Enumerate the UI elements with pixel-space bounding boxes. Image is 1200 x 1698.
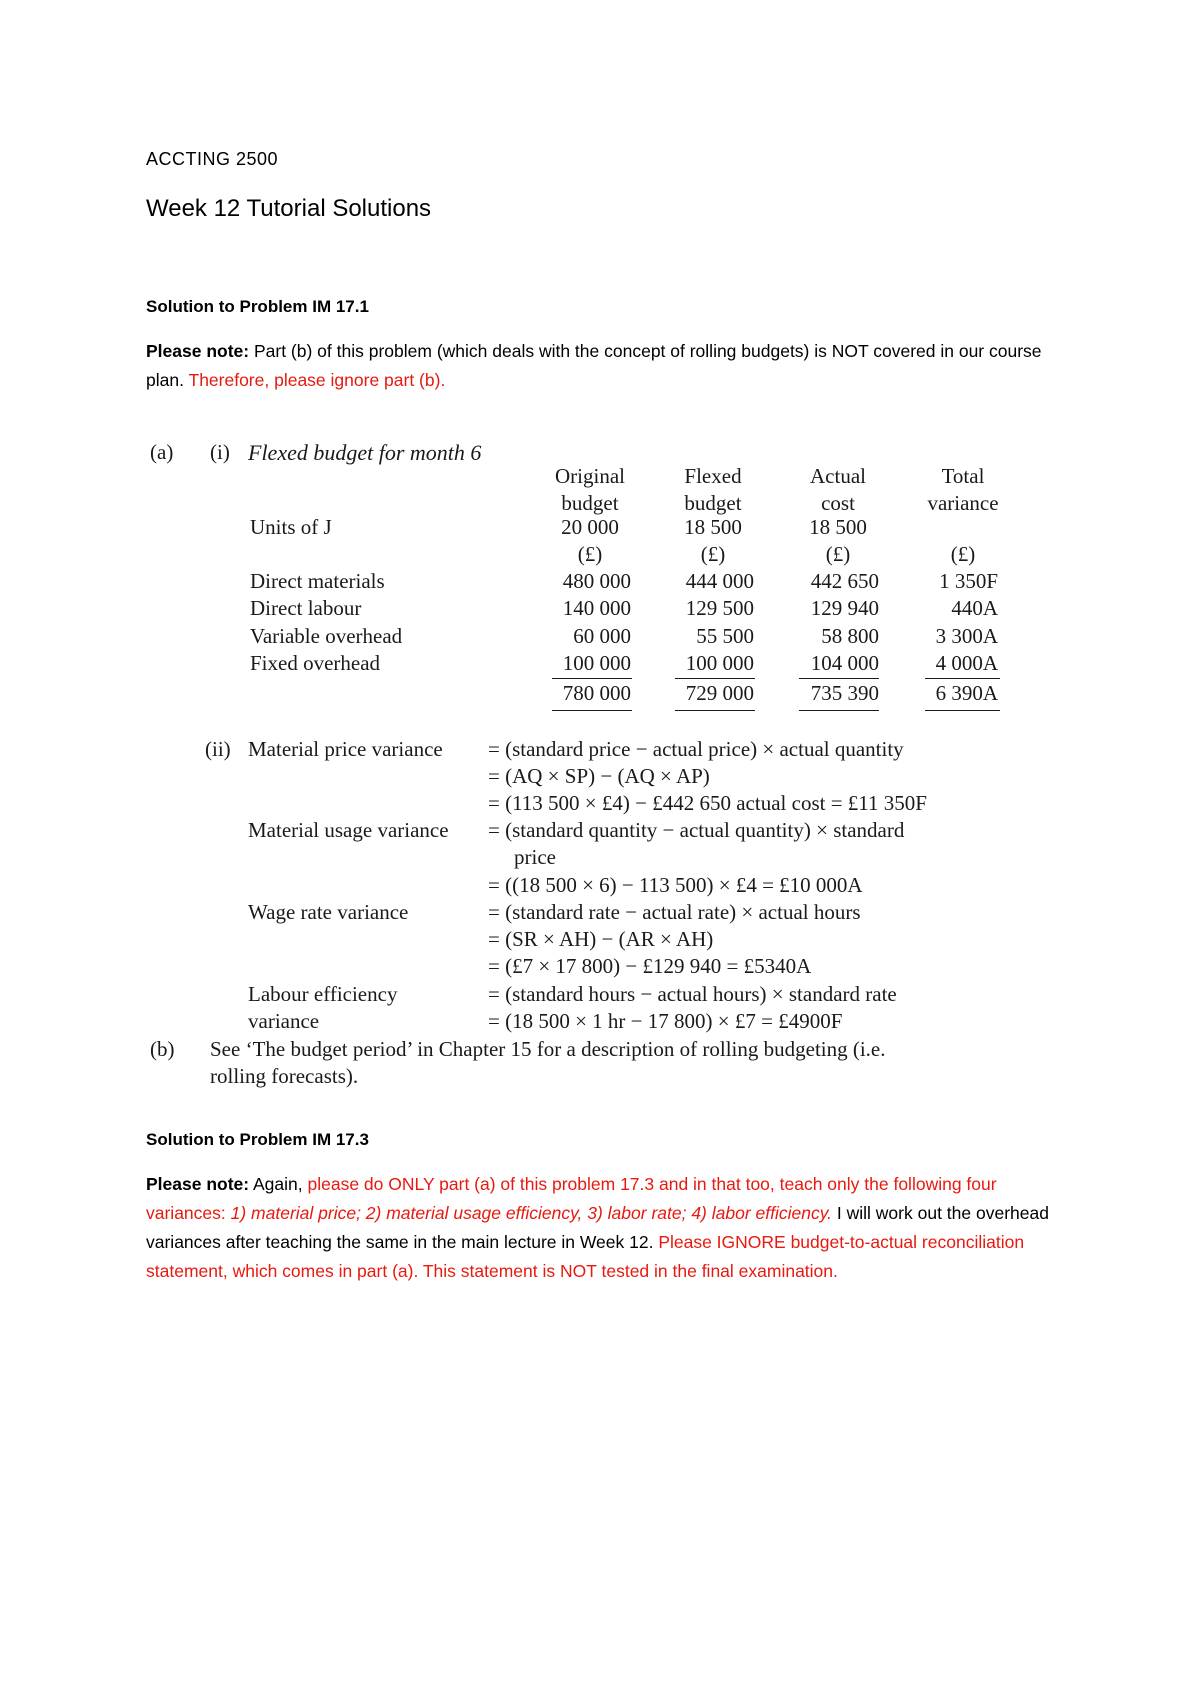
problem-17-3-heading: Solution to Problem IM 17.3	[146, 1130, 369, 1149]
col-header-actual-sub: cost	[821, 491, 855, 515]
subtotal-rule	[675, 678, 755, 679]
subtotal-rule	[799, 678, 879, 679]
note-label: Please note:	[146, 1174, 250, 1194]
currency-original: (£)	[577, 542, 603, 566]
col-header-total-sub: variance	[927, 491, 999, 515]
units-flexed: 18 500	[684, 515, 742, 539]
problem-17-1-note	[146, 337, 1076, 395]
course-code: ACCTING 2500	[146, 149, 279, 169]
problem-17-3-note: Please note: Again, please do ONLY part (a) of this problem 17.3 and in that too, teach only the following four variances: 1) material price; 2) material usage efficiency, 3) labor rate; 4) labor efficiency. I will work out the overhead variances after teaching the same in the main lecture in Week 12. Please IGNORE budget-to-actual reconciliation statement, which comes in part (a). This statement is NOT tested in the final examination.	[146, 1174, 1049, 1281]
note-text: Part (b) of this problem (which deals with the concept of rolling budgets) is NOT covered in our course plan.	[146, 341, 1042, 390]
total-rule	[799, 710, 879, 711]
problem-17-1-heading: Solution to Problem IM 17.1	[146, 297, 369, 316]
total-rule	[925, 710, 1000, 711]
units-label: Units of J	[250, 515, 332, 539]
col-header-flexed-sub: budget	[684, 491, 742, 515]
note-label: Please note:	[146, 341, 250, 361]
page-title: Week 12 Tutorial Solutions	[146, 195, 432, 222]
total-rule	[675, 710, 755, 711]
col-header-total: Total	[941, 464, 985, 488]
flexed-budget-title: Flexed budget for month 6	[248, 440, 482, 465]
col-header-original-sub: budget	[561, 491, 619, 515]
total-rule	[552, 710, 632, 711]
part-a-label: (a)	[150, 440, 174, 464]
subtotal-rule	[925, 678, 1000, 679]
part-b-label: (b)	[150, 1037, 175, 1061]
currency-actual: (£)	[825, 542, 851, 566]
currency-total: (£)	[950, 542, 976, 566]
col-header-original: Original	[555, 464, 625, 488]
part-b-line-2: rolling forecasts).	[210, 1064, 359, 1088]
col-header-actual: Actual	[810, 464, 866, 488]
subtotal-rule	[552, 678, 632, 679]
note-red-text: Therefore, please ignore part (b).	[188, 370, 446, 390]
col-header-flexed: Flexed	[684, 464, 742, 488]
units-original: 20 000	[561, 515, 619, 539]
part-b-line-1: See ‘The budget period’ in Chapter 15 for a description of rolling budgeting (i.e.	[210, 1037, 886, 1061]
units-actual: 18 500	[809, 515, 867, 539]
currency-flexed: (£)	[700, 542, 726, 566]
part-ii-label: (ii)	[205, 737, 231, 761]
part-i-label: (i)	[210, 440, 230, 464]
document-page: ACCTING 2500 Week 12 Tutorial Solutions Solution to Problem IM 17.1 Please note: Part (b) of this problem (which deals with the concept of rolling budgets) is NOT covered in our course plan. Therefore, please ignore part (b). (a) (i) Flexed budget for month 6 Original budget Flexed budget Actual cost Total variance Units of J 20 000 18 500 18 500 (£) (£) (£) (£) Direct materials 480 000 444 000 442 650 1 350F Direct labour 140 000 129 500 129 940 440A Variable overhead 60 000 55 500 58 800 3 300A Fixed overhead 100 000 100 000 104 000 4 000A 780 000 729 000 735 390 6 390A (ii) Material price variance = (standard price − actual price) × actual quantity = (AQ × SP) − (AQ × AP) = (113 500 × £4) − £442 650 actual cost = £11 350F Material usage variance = (standard quantity − actual quantity) × standard price = ((18 500 × 6) − 113 500) × £4 = £10 000A Wage rate variance = (standard rate − actual rate) × actual hours = (SR × AH) − (AR × AH) = (£7 × 17 800) − £129 940 = £5340A Labour efficiency = (standard hours − actual hours) × standard rate variance = (18 500 × 1 hr − 17 800) × £7 = £4900F (b) See ‘The budget period’ in Chapter 15 for a description of rolling budgeting (i.e. rolling forecasts). Solution to Problem IM 17.3 Please note: Again, please do ONLY part (a) of this problem 17.3 and in that too, teach only the following four variances: 1) material price; 2) material usage efficiency, 3) labor rate; 4) labor efficiency. I will work out the overhead variances after teaching the same in the main lecture in Week 12. Please IGNORE budget-to-actual reconciliation statement, which comes in part (a). This statement is NOT tested in the final examination.	[0, 0, 1200, 1698]
